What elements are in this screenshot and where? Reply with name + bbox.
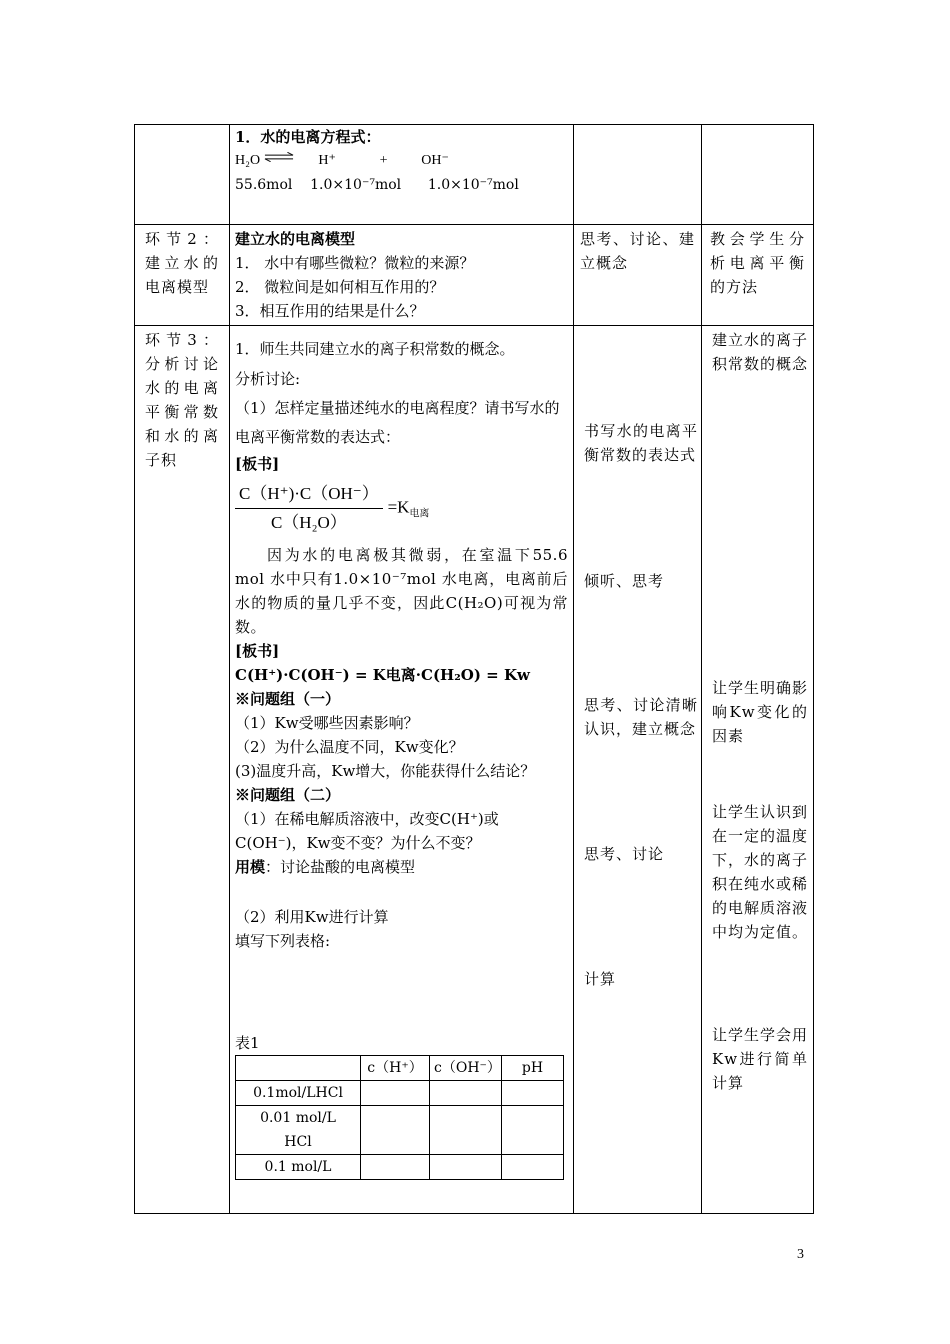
table-cell-empty: [430, 1155, 502, 1180]
intent-3: 让学生认识到在一定的温度下，水的离子积在纯水或稀的电解质溶液中均为定值。: [712, 803, 809, 941]
stage-cell-empty: [135, 125, 230, 225]
row-stage-2: [135, 225, 814, 326]
table-caption: 表1: [235, 1034, 260, 1052]
table-header-cell: c（OH⁻）: [430, 1056, 502, 1081]
student-activity-5: 计算: [584, 970, 617, 988]
stage-3-label: 环节3：分析讨论水的电离平衡常数和水的离子积: [135, 326, 230, 1214]
question-group-2-title: ※问题组（二）: [235, 786, 341, 804]
stage-2-intent: 教会学生分析电离平衡的方法: [702, 225, 814, 326]
question-group-1-item: （1）Kw受哪些因素影响？: [235, 714, 419, 732]
table-cell-empty: [502, 1081, 564, 1106]
table-row: [236, 1081, 564, 1106]
ionization-constant-formula: [235, 482, 568, 535]
table-header-cell: [236, 1056, 361, 1081]
lesson-plan-table: [134, 124, 814, 1214]
page-number: 3: [797, 1247, 804, 1262]
equation-title: 1．水的电离方程式：: [235, 128, 381, 146]
question-group-1-item: (3)温度升高，Kw增大，你能获得什么结论？: [235, 762, 536, 780]
equilibrium-arrow-icon: [264, 152, 294, 162]
stage-3-content: [230, 326, 574, 1214]
question-group-2-item: （1）在稀电解质溶液中，改变C(H⁺)或C(OH⁻)，Kw变不变？为什么不变？: [235, 810, 499, 852]
stage-3-student-activity: [574, 326, 702, 1214]
student-activity-3: 思考、讨论清晰认识，建立概念: [584, 696, 698, 738]
content-cell-equation: [230, 125, 574, 225]
eq-h: H⁺: [318, 153, 336, 168]
model-text: ：讨论盐酸的电离模型: [265, 858, 416, 876]
table-row-label: 0.1mol/LHCl: [236, 1081, 361, 1106]
table-header-row: [236, 1056, 564, 1081]
table-row: [236, 1106, 564, 1155]
stage-2-item: 2． 微粒间是如何相互作用的？: [235, 278, 445, 296]
formula-denominator: C（H₂O）: [270, 513, 347, 532]
analysis-label: 分析讨论:: [235, 370, 301, 388]
table-cell-empty: [361, 1081, 430, 1106]
stage-2-content: [230, 225, 574, 326]
student-activity-4: 思考、讨论: [584, 845, 665, 863]
concept-intro: 1．师生共同建立水的离子积常数的概念。: [235, 340, 515, 358]
table-cell-empty: [361, 1155, 430, 1180]
table-row: [236, 1155, 564, 1180]
formula-numerator: C（H⁺)·C（OH⁻）: [235, 482, 383, 509]
row-ionization-equation: [135, 125, 814, 225]
stage-3-intent: [702, 326, 814, 1214]
board-label: [板书]: [235, 455, 280, 473]
table-row-label: 0.01 mol/L HCl: [236, 1106, 361, 1155]
question-group-2-item: （2）利用Kw进行计算: [235, 908, 389, 926]
intent-4: 让学生学会用Kw进行简单计算: [712, 1026, 809, 1092]
student-cell-empty: [574, 125, 702, 225]
table-header-cell: pH: [502, 1056, 564, 1081]
question-group-1-title: ※问题组（一）: [235, 690, 341, 708]
ionization-equation: [235, 149, 568, 173]
intent-2: 让学生明确影响Kw变化的因素: [712, 679, 809, 745]
equation-amounts: 55.6mol 1.0×10⁻⁷mol 1.0×10⁻⁷mol: [235, 177, 519, 193]
stage-2-label: 环节2：建立水的电离模型: [135, 225, 230, 326]
eq-oh: OH⁻: [421, 153, 449, 168]
stage-2-student-activity: 思考、讨论、建立概念: [574, 225, 702, 326]
model-line: [235, 855, 568, 879]
table-row-label: 0.1 mol/L: [236, 1155, 361, 1180]
intent-cell-empty: [702, 125, 814, 225]
student-activity-2: 倾听、思考: [584, 572, 665, 590]
table-cell-empty: [502, 1106, 564, 1155]
table-cell-empty: [430, 1081, 502, 1106]
stage-2-item: 3．相互作用的结果是什么？: [235, 302, 425, 320]
intent-1: 建立水的离子积常数的概念: [712, 331, 809, 373]
model-label: 用模: [235, 858, 266, 876]
table-header-cell: c（H⁺）: [361, 1056, 430, 1081]
row-stage-3: [135, 326, 814, 1214]
calculation-table: [235, 1055, 564, 1180]
fill-table-instruction: 填写下列表格:: [235, 932, 331, 950]
kw-equation: C(H⁺)·C(OH⁻) = K电离·C(H₂O) = Kw: [235, 666, 530, 684]
formula-subscript: 电离: [409, 508, 430, 520]
table-cell-empty: [502, 1155, 564, 1180]
stage-2-title: 建立水的电离模型: [235, 230, 356, 248]
eq-h2o: H₂O: [235, 153, 261, 168]
board-label-2: [板书]: [235, 642, 280, 660]
explanation-paragraph: 因为水的电离极其微弱，在室温下55.6 mol 水中只有1.0×10⁻⁷mol 水电离，电离前后水的物质的量几乎不变，因此C(H₂O)可视为常数。: [235, 546, 568, 636]
question-1: （1）怎样定量描述纯水的电离程度？请书写水的电离平衡常数的表达式：: [235, 399, 560, 446]
student-activity-1: 书写水的电离平衡常数的表达式: [584, 422, 698, 464]
table-cell-empty: [430, 1106, 502, 1155]
question-group-1-item: （2）为什么温度不同，Kw变化？: [235, 738, 464, 756]
eq-plus: +: [379, 153, 388, 168]
formula-rhs: =K: [387, 497, 410, 517]
stage-2-item: 1． 水中有哪些微粒？微粒的来源？: [235, 254, 475, 272]
table-cell-empty: [361, 1106, 430, 1155]
